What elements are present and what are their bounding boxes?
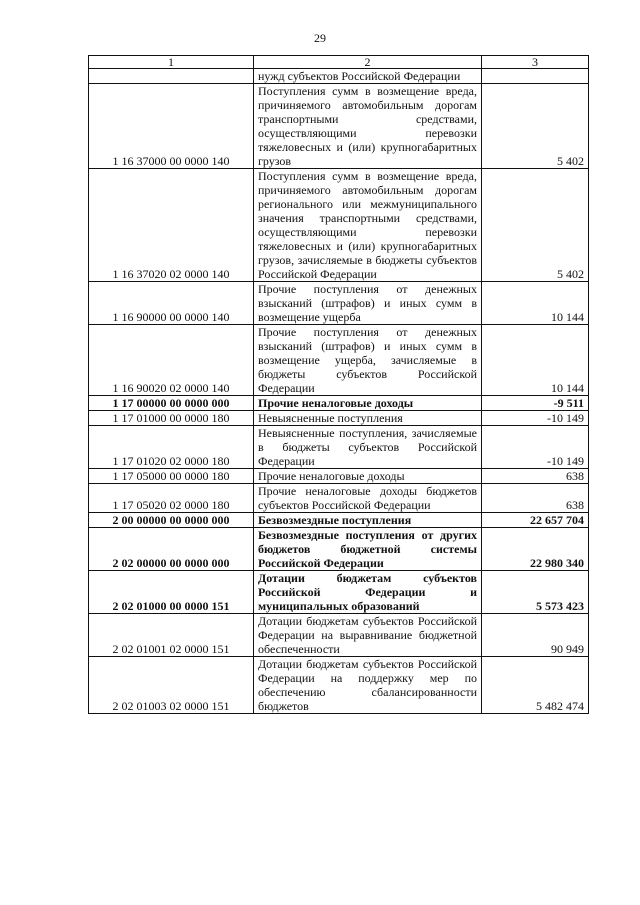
row-amount: 22 980 340: [482, 528, 589, 571]
row-code: 1 17 01020 02 0000 180: [89, 426, 254, 469]
row-code: 2 02 00000 00 0000 000: [89, 528, 254, 571]
row-code: 2 02 01001 02 0000 151: [89, 614, 254, 657]
row-code: 1 17 00000 00 0000 000: [89, 396, 254, 411]
row-amount: 10 144: [482, 325, 589, 396]
row-name: Безвозмездные поступления: [254, 513, 482, 528]
row-code: 2 02 01003 02 0000 151: [89, 657, 254, 714]
row-amount: 5 402: [482, 169, 589, 282]
row-name: Прочие поступления от денежных взысканий (штрафов) и иных сумм в возмещение ущерба: [254, 282, 482, 325]
row-amount: -10 149: [482, 411, 589, 426]
table-row: [89, 571, 589, 614]
column-header-name: 2: [254, 56, 482, 69]
table-header-row: [89, 56, 589, 69]
row-code: 1 17 05020 02 0000 180: [89, 484, 254, 513]
table-row: [89, 84, 589, 169]
row-name: Поступления сумм в возмещение вреда, причиняемого автомобильным дорогам регионального или межмуниципального значения транспортными средствами, осуществляющими перевозки тяжеловесных и (или) крупногабаритных грузов, зачисляемые в бюджеты субъектов Российской Федерации: [254, 169, 482, 282]
row-name: Прочие неналоговые доходы: [254, 469, 482, 484]
row-amount: 5 402: [482, 84, 589, 169]
table-row: [89, 411, 589, 426]
row-code: [89, 69, 254, 84]
row-name: Прочие поступления от денежных взысканий (штрафов) и иных сумм в возмещение ущерба, зачисляемые в бюджеты субъектов Российской Федерации: [254, 325, 482, 396]
row-name: Дотации бюджетам субъектов Российской Федерации и муниципальных образований: [254, 571, 482, 614]
row-code: 1 17 05000 00 0000 180: [89, 469, 254, 484]
row-name: Поступления сумм в возмещение вреда, причиняемого автомобильным дорогам транспортными средствами, осуществляющими перевозки тяжеловесных и (или) крупногабаритных грузов: [254, 84, 482, 169]
table-row: [89, 657, 589, 714]
table-row: [89, 282, 589, 325]
table-row: [89, 513, 589, 528]
row-code: 2 02 01000 00 0000 151: [89, 571, 254, 614]
table-row: [89, 484, 589, 513]
table-row: [89, 169, 589, 282]
row-amount: -10 149: [482, 426, 589, 469]
table-row: [89, 325, 589, 396]
row-amount: [482, 69, 589, 84]
row-name: Дотации бюджетам субъектов Российской Федерации на выравнивание бюджетной обеспеченности: [254, 614, 482, 657]
row-amount: 10 144: [482, 282, 589, 325]
column-header-amount: 3: [482, 56, 589, 69]
row-amount: 22 657 704: [482, 513, 589, 528]
row-name: Безвозмездные поступления от других бюджетов бюджетной системы Российской Федерации: [254, 528, 482, 571]
table-row: [89, 69, 589, 84]
row-code: 1 16 37020 02 0000 140: [89, 169, 254, 282]
row-code: 1 16 90020 02 0000 140: [89, 325, 254, 396]
budget-revenue-table: [88, 55, 589, 714]
row-amount: -9 511: [482, 396, 589, 411]
row-amount: 638: [482, 469, 589, 484]
column-header-code: 1: [89, 56, 254, 69]
table-row: [89, 469, 589, 484]
row-name: Дотации бюджетам субъектов Российской Федерации на поддержку мер по обеспечению сбалансированности бюджетов: [254, 657, 482, 714]
row-code: 1 16 37000 00 0000 140: [89, 84, 254, 169]
row-name: Невыясненные поступления: [254, 411, 482, 426]
row-code: 2 00 00000 00 0000 000: [89, 513, 254, 528]
table-row: [89, 396, 589, 411]
row-amount: 5 573 423: [482, 571, 589, 614]
row-name: Прочие неналоговые доходы бюджетов субъектов Российской Федерации: [254, 484, 482, 513]
row-amount: 90 949: [482, 614, 589, 657]
row-name: Прочие неналоговые доходы: [254, 396, 482, 411]
table-row: [89, 528, 589, 571]
row-name: нужд субъектов Российской Федерации: [254, 69, 482, 84]
row-code: 1 16 90000 00 0000 140: [89, 282, 254, 325]
row-amount: 5 482 474: [482, 657, 589, 714]
row-amount: 638: [482, 484, 589, 513]
table-row: [89, 426, 589, 469]
row-name: Невыясненные поступления, зачисляемые в бюджеты субъектов Российской Федерации: [254, 426, 482, 469]
row-code: 1 17 01000 00 0000 180: [89, 411, 254, 426]
table-row: [89, 614, 589, 657]
page-number: 29: [314, 31, 326, 45]
